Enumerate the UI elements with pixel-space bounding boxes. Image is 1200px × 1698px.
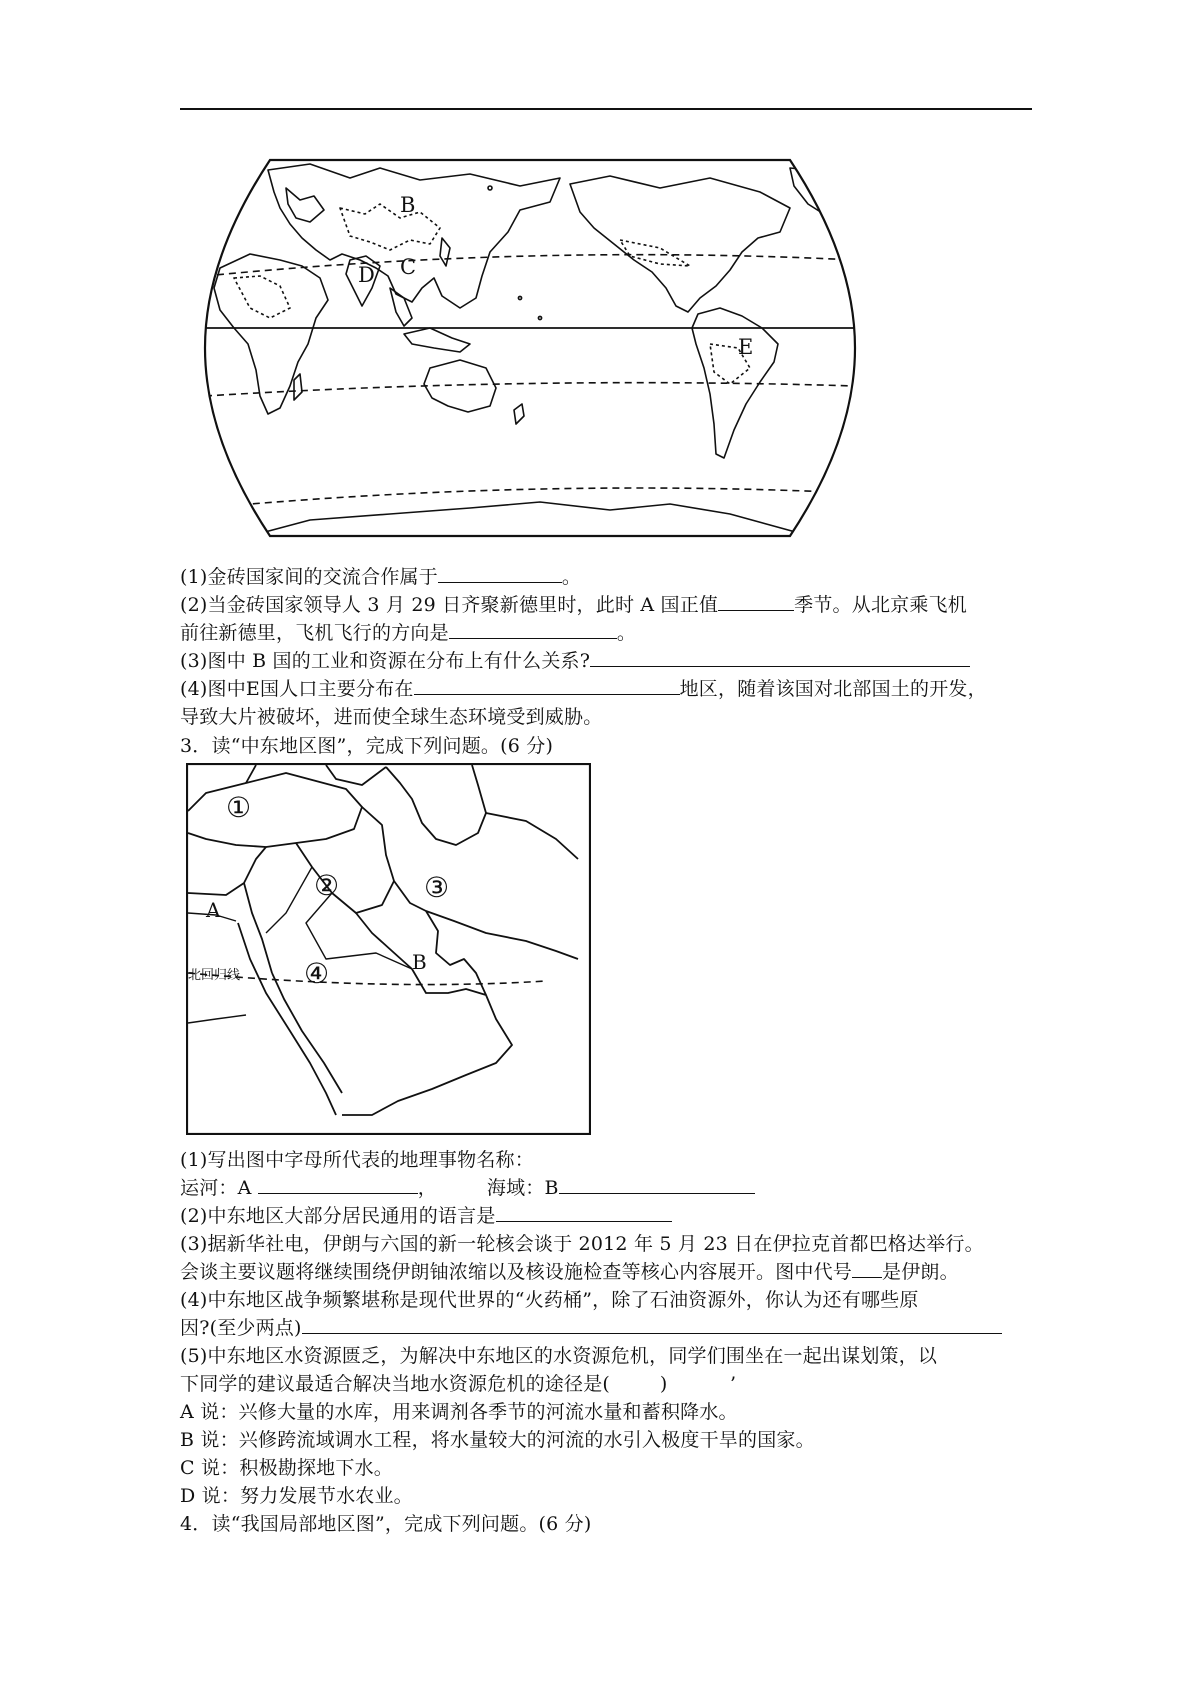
q3-part5-line2: 下同学的建议最适合解决当地水资源危机的途径是( ) ’ bbox=[180, 1373, 737, 1395]
answer-blank[interactable] bbox=[302, 1316, 1002, 1334]
q3-heading: 3．读“中东地区图”，完成下列问题。(6 分) bbox=[180, 735, 554, 757]
q2-p1-suffix: 。 bbox=[561, 566, 582, 588]
tropic-of-cancer-line bbox=[205, 255, 855, 276]
world-map-figure bbox=[190, 148, 870, 548]
africa-outline bbox=[214, 254, 328, 414]
arabian-peninsula-outline bbox=[342, 913, 512, 1115]
caspian-coast bbox=[386, 765, 486, 845]
turkey-outline bbox=[188, 773, 362, 847]
tropic-of-cancer-line bbox=[188, 973, 546, 985]
map-label-circle-3: ③ bbox=[424, 871, 450, 904]
q3-part1: (1)写出图中字母所代表的地理事物名称： bbox=[180, 1149, 534, 1171]
q3-option-d: D 说：努力发展节水农业。 bbox=[180, 1485, 413, 1507]
q3-option-a: A 说：兴修大量的水库，用来调剂各季节的河流水量和蓄积降水。 bbox=[180, 1401, 738, 1423]
q2-p3-text: (3)图中 B 国的工业和资源在分布上有什么关系? bbox=[180, 650, 591, 672]
iraq-outline bbox=[296, 843, 394, 913]
answer-blank[interactable] bbox=[852, 1260, 882, 1278]
antarctica-outline bbox=[250, 502, 810, 536]
map-label-canal-a: A bbox=[206, 898, 221, 922]
red-sea-coasts bbox=[238, 923, 342, 1115]
indonesia-outline bbox=[404, 328, 470, 352]
answer-blank[interactable] bbox=[414, 677, 680, 695]
q2-p2-line2-text: 前往新德里，飞机飞行的方向是 bbox=[180, 622, 449, 644]
antarctic-circle-line bbox=[205, 488, 855, 508]
black-sea-coast bbox=[246, 765, 386, 785]
map-label-b: B bbox=[400, 193, 416, 217]
q2-p4-text: (4)图中E国人口主要分布在 bbox=[180, 678, 414, 700]
answer-blank[interactable] bbox=[496, 1204, 672, 1222]
levant-coast bbox=[188, 847, 272, 973]
map-label-circle-4: ④ bbox=[304, 957, 330, 990]
q2-part1 bbox=[180, 564, 581, 590]
map-label-circle-1: ① bbox=[226, 791, 252, 824]
header-rule bbox=[180, 108, 1032, 110]
map-label-tropic: 北回归线 bbox=[188, 968, 241, 983]
north-america-outline bbox=[570, 176, 790, 312]
q3-part4-line1: (4)中东地区战争频繁堪称是现代世界的“火药桶”，除了石油资源外，你认为还有哪些原 bbox=[180, 1289, 919, 1311]
q2-part2-line2 bbox=[180, 620, 636, 646]
q2-p4-suffix: 地区，随着该国对北部国土的开发， bbox=[679, 678, 987, 700]
q3-p3-suffix: 是伊朗。 bbox=[882, 1261, 959, 1283]
gulf-inner-coast bbox=[426, 911, 486, 995]
q2-part4-line1 bbox=[180, 676, 987, 702]
new-zealand-outline bbox=[514, 404, 524, 424]
japan-outline bbox=[440, 238, 450, 266]
eurasia-outline bbox=[268, 164, 560, 308]
q2-part4-line2: 导致大片被破坏，进而使全球生态环境受到威胁。 bbox=[180, 706, 603, 728]
answer-blank[interactable] bbox=[590, 649, 970, 667]
map-label-c: C bbox=[400, 255, 417, 279]
map-label-e: E bbox=[738, 335, 754, 359]
madagascar-outline bbox=[294, 374, 302, 400]
q3-part5-line1: (5)中东地区水资源匮乏，为解决中东地区的水资源危机，同学们围坐在一起出谋划策，以 bbox=[180, 1345, 938, 1367]
map-label-d: D bbox=[358, 263, 375, 287]
q3-option-c: C 说：积极勘探地下水。 bbox=[180, 1457, 393, 1479]
q3-part3-line2 bbox=[180, 1259, 959, 1285]
q4-heading: 4．读“我国局部地区图”，完成下列问题。(6 分) bbox=[180, 1513, 592, 1535]
q2-part3 bbox=[180, 648, 970, 674]
map-frame bbox=[205, 160, 855, 536]
q3-p2-text: (2)中东地区大部分居民通用的语言是 bbox=[180, 1205, 496, 1227]
q3-part4-line2 bbox=[180, 1315, 1002, 1341]
q2-p2-text: (2)当金砖国家领导人 3 月 29 日齐聚新德里时，此时 A 国正值 bbox=[180, 594, 719, 616]
q2-p2-suffix: 季节。从北京乘飞机 bbox=[794, 594, 967, 616]
answer-blank[interactable] bbox=[718, 593, 794, 611]
scandinavia-outline bbox=[286, 188, 324, 222]
q3-part3-line1: (3)据新华社电，伊朗与六国的新一轮核会谈于 2012 年 5 月 23 日在伊拉克首都巴格达举行。 bbox=[180, 1233, 984, 1255]
q3-sea-label: ， 海域：B bbox=[417, 1177, 559, 1199]
q2-p1-text: (1)金砖国家间的交流合作属于 bbox=[180, 566, 438, 588]
q2-p2-line2-suffix: 。 bbox=[616, 622, 637, 644]
q3-p3-text: 会谈主要议题将继续围绕伊朗铀浓缩以及核设施检查等核心内容展开。图中代号 bbox=[180, 1261, 853, 1283]
usa-border bbox=[620, 240, 690, 266]
q3-p4-text: 因?(至少两点) bbox=[180, 1317, 302, 1339]
map-label-circle-2: ② bbox=[314, 869, 340, 902]
island-dot bbox=[488, 186, 492, 190]
africa-borders bbox=[234, 276, 290, 318]
iran-outline bbox=[362, 807, 578, 959]
island-dot bbox=[518, 296, 521, 299]
middle-east-map-figure bbox=[186, 763, 591, 1135]
canal-answer-blank[interactable] bbox=[258, 1176, 418, 1194]
q2-part2-line1 bbox=[180, 592, 967, 618]
q3-option-b: B 说：兴修跨流域调水工程，将水量较大的河流的水引入极度干旱的国家。 bbox=[180, 1429, 815, 1451]
q3-canal-label: 运河：A bbox=[180, 1177, 258, 1199]
island-dot bbox=[538, 316, 541, 319]
indochina-outline bbox=[390, 288, 412, 326]
map-label-sea-b: B bbox=[412, 950, 427, 974]
china-border bbox=[340, 204, 440, 250]
sea-answer-blank[interactable] bbox=[559, 1176, 755, 1194]
q3-part1-answers bbox=[180, 1175, 755, 1201]
q3-part2 bbox=[180, 1203, 672, 1229]
answer-blank[interactable] bbox=[449, 621, 617, 639]
answer-blank[interactable] bbox=[438, 565, 562, 583]
